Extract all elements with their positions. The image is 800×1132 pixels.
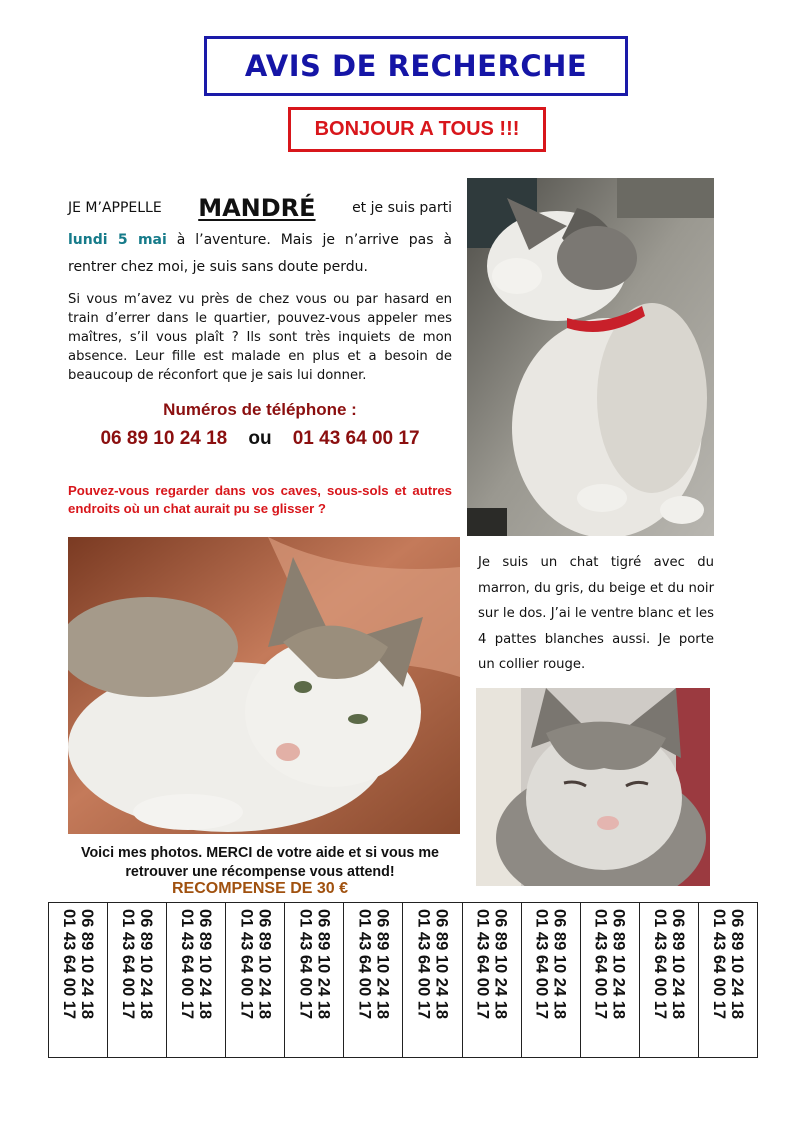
tear-off-number-1: 06 89 10 24 18 [255,909,274,1020]
tear-off-strip[interactable] [640,903,699,1057]
cat-photo-closeup [476,688,710,886]
tear-off-strip[interactable] [403,903,462,1057]
page-title: AVIS DE RECHERCHE [244,49,588,83]
tear-off-number-1: 06 89 10 24 18 [78,909,97,1020]
tear-off-number-2: 01 43 64 00 17 [591,909,610,1020]
tear-off-number-1: 06 89 10 24 18 [727,909,746,1020]
tear-off-phone-numbers [237,909,273,1019]
tear-off-strip[interactable] [285,903,344,1057]
tear-off-strip[interactable] [108,903,167,1057]
tear-off-number-1: 06 89 10 24 18 [314,909,333,1020]
tear-off-number-1: 06 89 10 24 18 [137,909,156,1020]
cat-name: MANDRÉ [198,194,316,222]
phone-number-1[interactable]: 06 89 10 24 18 [100,428,228,449]
tear-off-strip[interactable] [581,903,640,1057]
greeting-text: BONJOUR A TOUS !!! [314,118,520,140]
tear-off-phone-numbers [119,909,155,1019]
phone-numbers [68,428,452,450]
tear-off-phone-numbers [296,909,332,1019]
tear-off-phone-numbers [474,909,510,1019]
tear-off-number-1: 06 89 10 24 18 [550,909,569,1020]
phone-label: Numéros de téléphone : [163,400,357,419]
phone-number-2[interactable]: 01 43 64 00 17 [292,428,420,449]
tear-off-phone-numbers [60,909,96,1019]
tear-off-phone-numbers [178,909,214,1019]
tear-off-phone-numbers [710,909,746,1019]
tear-off-number-1: 06 89 10 24 18 [432,909,451,1020]
reward-text: RECOMPENSE DE 30 € [171,880,349,897]
intro-after-name: et je suis parti [352,200,452,216]
tear-off-number-2: 01 43 64 00 17 [532,909,551,1020]
tear-off-number-1: 06 89 10 24 18 [491,909,510,1020]
tear-off-strips [48,902,758,1058]
tear-off-strip[interactable] [463,903,522,1057]
lost-date: lundi 5 mai [68,232,167,248]
tear-off-number-1: 06 89 10 24 18 [196,909,215,1020]
tear-off-number-2: 01 43 64 00 17 [650,909,669,1020]
tear-off-number-1: 06 89 10 24 18 [609,909,628,1020]
tear-off-number-2: 01 43 64 00 17 [709,909,728,1020]
tear-off-strip[interactable] [226,903,285,1057]
tear-off-strip[interactable] [49,903,108,1057]
tear-off-number-2: 01 43 64 00 17 [60,909,79,1020]
tear-off-phone-numbers [415,909,451,1019]
intro-line-2 [68,230,452,250]
tear-off-strip[interactable] [344,903,403,1057]
tear-off-strip[interactable] [522,903,581,1057]
tear-off-strip[interactable] [167,903,226,1057]
cat-photo-sitting-image [467,178,714,536]
cat-photo-lying [68,537,460,834]
tear-off-number-2: 01 43 64 00 17 [296,909,315,1020]
greeting-box [288,107,546,152]
intro-line-3: rentrer chez moi, je suis sans doute perdu. [68,259,369,275]
intro-line-2-text: à l’aventure. Mais je n’arrive pas à [176,232,453,248]
tear-off-number-2: 01 43 64 00 17 [178,909,197,1020]
tear-off-number-2: 01 43 64 00 17 [473,909,492,1020]
tear-off-strip[interactable] [699,903,757,1057]
tear-off-number-2: 01 43 64 00 17 [414,909,433,1020]
phone-separator: ou [248,428,272,449]
request-paragraph: Si vous m’avez vu près de chez vous ou par hasard en train d’errer dans le quartier, pouvez-vous appeler mes maîtres, s’il vous plaît ? Ils sont très inquiets de mon absence. Leur fille est malade en plus et a besoin de beaucoup de réconfort que je sais lui donner. [68,292,452,383]
caves-question: Pouvez-vous regarder dans vos caves, sous-sols et autres endroits où un chat aurait pu se glisser ? [68,483,452,516]
tear-off-number-1: 06 89 10 24 18 [373,909,392,1020]
title-box [204,36,628,96]
cat-photo-lying-image [68,537,460,834]
thanks-message: Voici mes photos. MERCI de votre aide et si vous me retrouver une récompense vous attend! [80,845,440,880]
tear-off-number-2: 01 43 64 00 17 [119,909,138,1020]
intro-before-name: JE M’APPELLE [68,200,162,216]
tear-off-phone-numbers [592,909,628,1019]
tear-off-number-2: 01 43 64 00 17 [237,909,256,1020]
tear-off-phone-numbers [355,909,391,1019]
intro-line-1 [68,188,452,222]
tear-off-phone-numbers [533,909,569,1019]
cat-photo-sitting [467,178,714,536]
tear-off-number-1: 06 89 10 24 18 [668,909,687,1020]
cat-photo-closeup-image [476,688,710,886]
tear-off-phone-numbers [651,909,687,1019]
tear-off-number-2: 01 43 64 00 17 [355,909,374,1020]
cat-description: Je suis un chat tigré avec du marron, du gris, du beige et du noir sur le dos. J’ai le ventre blanc et les 4 pattes blanches aussi. Je porte un collier rouge. [478,555,714,672]
